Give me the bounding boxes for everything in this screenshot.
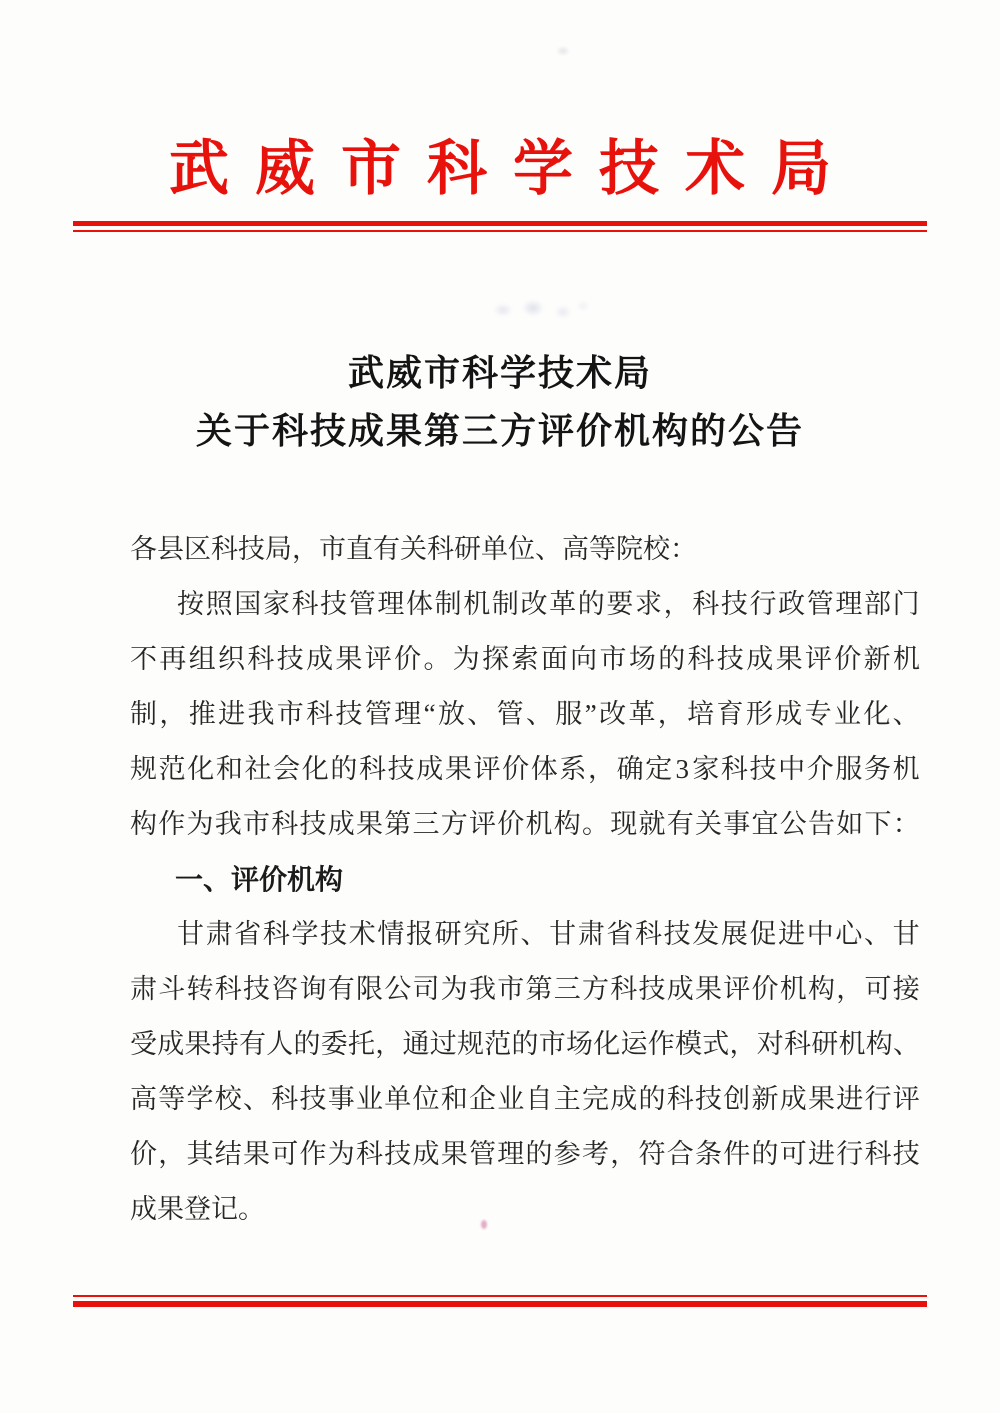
scan-speck <box>556 46 570 56</box>
bleed-through-artifact <box>485 290 595 328</box>
footer-rule-thin <box>73 1295 927 1297</box>
document-body <box>130 522 920 1237</box>
body-line: 制 ， 推 进 我 市 科 技 管 理 “ 放 、 管 、 服 ” 改 革 ， 培 育 形 成 专 业 化 、 <box>130 699 920 729</box>
document-title <box>0 344 1000 460</box>
salutation-line: 各县区科技局，市直有关科研单位、高等院校： <box>130 534 697 564</box>
body-line-last: 成果登记。 <box>130 1194 265 1224</box>
header-rule-thick <box>73 221 927 226</box>
footer-rule-thick <box>73 1301 927 1307</box>
section-heading: 一、评价机构 <box>175 864 344 895</box>
body-line: 构 作 为 我 市 科 技 成 果 第 三 方 评 价 机 构 。 现 就 有 关 事 宜 公 告 如 下 ： <box>130 809 920 839</box>
body-line: 不 再 组 织 科 技 成 果 评 价 。 为 探 索 面 向 市 场 的 科 技 成 果 评 价 新 机 <box>130 644 920 674</box>
body-line: 肃 斗 转 科 技 咨 询 有 限 公 司 为 我 市 第 三 方 科 技 成 果 评 价 机 构 ， 可 接 <box>130 974 920 1004</box>
agency-masthead: 武威市科学技术局 <box>169 136 857 202</box>
body-line: 高 等 学 校 、 科 技 事 业 单 位 和 企 业 自 主 完 成 的 科 技 创 新 成 果 进 行 评 <box>130 1084 920 1114</box>
body-line: 价 ， 其 结 果 可 作 为 科 技 成 果 管 理 的 参 考 ， 符 合 条 件 的 可 进 行 科 技 <box>130 1139 920 1169</box>
body-line: 受 成 果 持 有 人 的 委 托 ， 通 过 规 范 的 市 场 化 运 作 模 式 ， 对 科 研 机 构 、 <box>130 1029 920 1059</box>
header-rule-thin <box>73 230 927 232</box>
document-title-line1: 武威市科学技术局 <box>347 353 652 393</box>
document-title-line2: 关于科技成果第三方评价机构的公告 <box>195 411 804 451</box>
body-line: 规 范 化 和 社 会 化 的 科 技 成 果 评 价 体 系 ， 确 定 3 家 科 技 中 介 服 务 机 <box>130 754 920 784</box>
body-line: 甘 肃 省 科 学 技 术 情 报 研 究 所 、 甘 肃 省 科 技 发 展 促 进 中 心 、 甘 <box>177 919 920 949</box>
body-line: 按 照 国 家 科 技 管 理 体 制 机 制 改 革 的 要 求 ， 科 技 行 政 管 理 部 门 <box>177 589 920 619</box>
